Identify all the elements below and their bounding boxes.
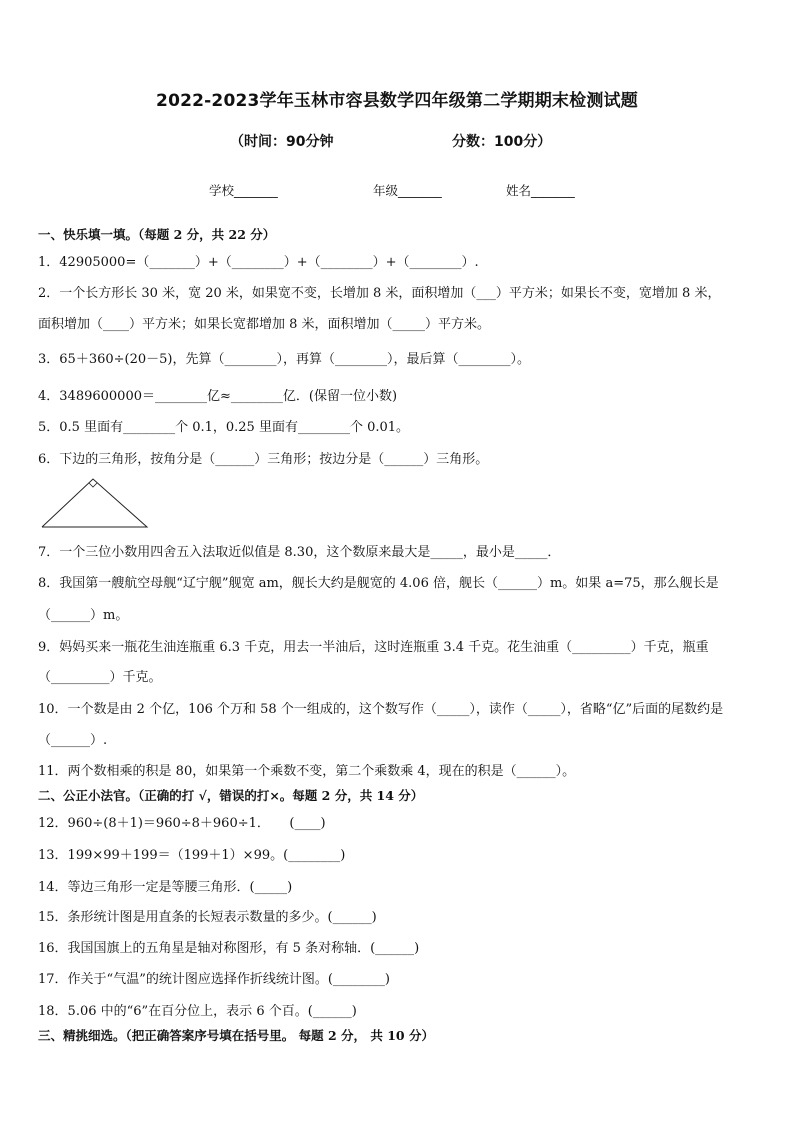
- section-1-heading: 一、快乐填一填。（每题 2 分，共 22 分）: [38, 227, 276, 242]
- question-17: 17．作关于“气温”的统计图应选择作折线统计图。(________): [38, 972, 390, 987]
- question-15: 15．条形统计图是用直条的长短表示数量的多少。(______): [38, 910, 377, 925]
- exam-time: （时间：90分钟: [230, 134, 334, 150]
- question-13: 13．199×99＋199＝（199＋1）×99。(________): [38, 848, 346, 863]
- question-10-line-1: 10．一个数是由 2 个亿，106 个万和 58 个一组成的，这个数写作（_____），读作（_____），省略“亿”后面的尾数约是: [38, 702, 724, 717]
- question-9-line-1: 9．妈妈买来一瓶花生油连瓶重 6.3 千克，用去一半油后，这时连瓶重 3.4 千克。花生油重（_________）千克，瓶重: [38, 640, 709, 655]
- question-14: 14．等边三角形一定是等腰三角形．(_____): [38, 880, 293, 895]
- question-1: 1．42905000=（_______）+（________）+（________）+（________）.: [38, 255, 479, 270]
- question-4: 4．3489600000＝________亿≈________亿．(保留一位小数): [38, 389, 398, 404]
- question-18: 18．5.06 中的“6”在百分位上，表示 6 个百。(______): [38, 1004, 357, 1019]
- question-6: 6．下边的三角形，按角分是（______）三角形；按边分是（______）三角形。: [38, 452, 489, 467]
- question-16: 16．我国国旗上的五角星是轴对称图形，有 5 条对称轴．(______): [38, 941, 420, 956]
- question-3-expression: 65＋360÷(20－5): [59, 352, 173, 367]
- exam-title: 2022-2023学年玉林市容县数学四年级第二学期期末检测试题: [156, 91, 638, 111]
- name-field: 姓名_______: [506, 183, 575, 198]
- school-field: 学校_______: [209, 183, 278, 198]
- question-8-line-1: 8．我国第一艘航空母舰“辽宁舰”舰宽 am，舰长大约是舰宽的 4.06 倍，舰长（______）m。如果 a=75，那么舰长是: [38, 576, 719, 591]
- grade-field: 年级_______: [373, 183, 442, 198]
- question-9-line-2: （_________）千克。: [38, 670, 162, 685]
- question-12: 12．960÷(8＋1)＝960÷8＋960÷1． (____): [38, 816, 326, 831]
- exam-score: 分数：100分）: [452, 134, 552, 150]
- triangle-figure: [40, 475, 150, 531]
- question-2-line-2: 面积增加（____）平方米；如果长宽都增加 8 米，面积增加（_____）平方米。: [38, 317, 491, 332]
- question-8-line-2: （______）m。: [38, 608, 129, 623]
- question-3-text: ，先算（________），再算（________），最后算（________）。: [172, 352, 531, 367]
- question-7: 7．一个三位小数用四舍五入法取近似值是 8.30，这个数原来最大是_____，最小是_____．: [38, 545, 561, 560]
- section-2-heading: 二、公正小法官。（正确的打 √，错误的打×。每题 2 分，共 14 分）: [38, 788, 424, 803]
- question-3-number: 3．: [38, 352, 60, 367]
- question-2-line-1: 2．一个长方形长 30 米，宽 20 米，如果宽不变，长增加 8 米，面积增加（___）平方米；如果长不变，宽增加 8 米，: [38, 286, 721, 301]
- question-5: 5．0.5 里面有________个 0.1，0.25 里面有________个 0.01。: [38, 420, 410, 435]
- question-10-line-2: （______）.: [38, 733, 108, 748]
- question-11: 11．两个数相乘的积是 80，如果第一个乘数不变，第二个乘数乘 4，现在的积是（______）。: [38, 764, 576, 779]
- question-3: [38, 348, 530, 367]
- section-3-heading: 三、精挑细选。（把正确答案序号填在括号里。 每题 2 分， 共 10 分）: [38, 1028, 434, 1043]
